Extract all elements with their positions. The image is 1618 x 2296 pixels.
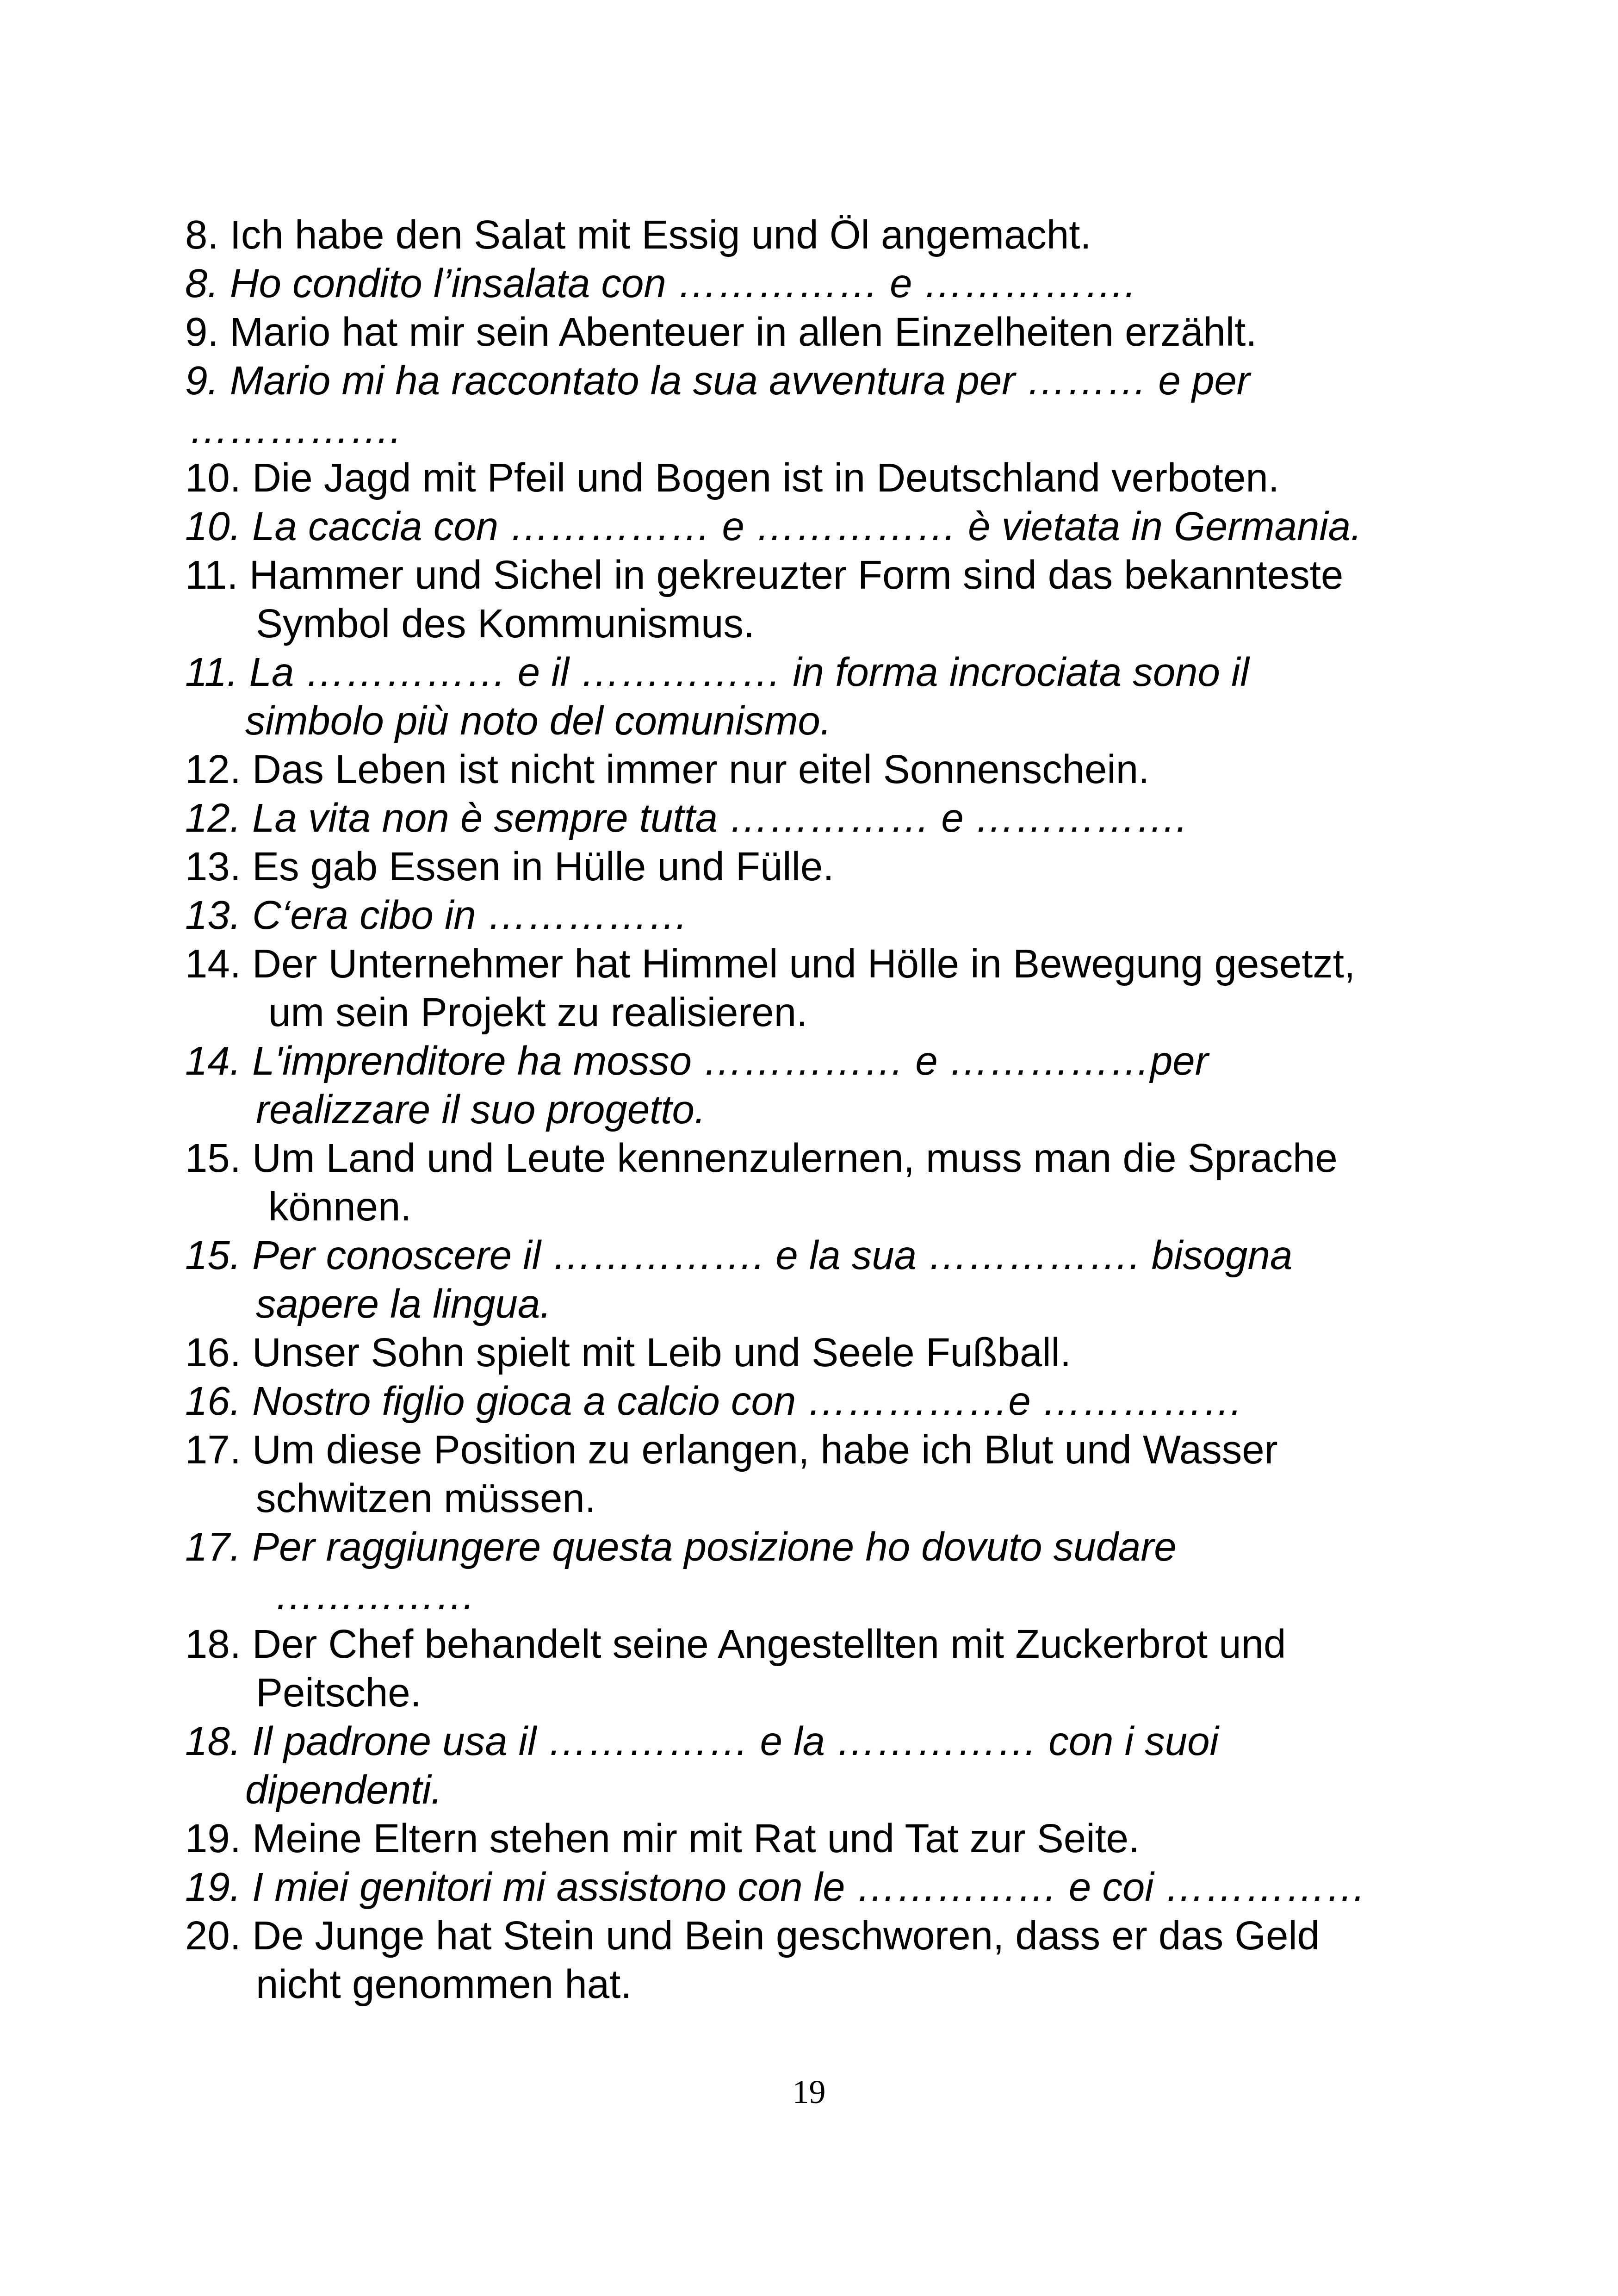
italian-sentence-line: 10. La caccia con …………… e …………… è vietata in Germania. [185,504,1362,549]
german-sentence-line: 19. Meine Eltern stehen mir mit Rat und Tat zur Seite. [185,1816,1140,1861]
german-sentence-line: 17. Um diese Position zu erlangen, habe ich Blut und Wasser [185,1427,1278,1472]
german-sentence-line: 16. Unser Sohn spielt mit Leib und Seele Fußball. [185,1330,1072,1375]
italian-sentence-line: 14. L'imprenditore ha mosso …………… e ……………per [185,1039,1209,1083]
german-sentence-line: 8. Ich habe den Salat mit Essig und Öl angemacht. [185,212,1091,257]
german-sentence-line: 11. Hammer und Sichel in gekreuzter Form sind das bekannteste [185,553,1344,597]
italian-sentence-line: dipendenti. [245,1767,442,1812]
italian-sentence-line: …………… [274,1573,476,1618]
italian-sentence-line: ……………. [189,407,402,452]
german-sentence-line: 9. Mario hat mir sein Abenteuer in allen Einzelheiten erzählt. [185,310,1257,355]
german-sentence-line: 20. De Junge hat Stein und Bein geschworen, dass er das Geld [185,1913,1320,1958]
german-sentence-line: Peitsche. [256,1670,422,1715]
german-sentence-line: 13. Es gab Essen in Hülle und Fülle. [185,844,834,889]
italian-sentence-line: 13. C‘era cibo in …………… [185,893,688,938]
italian-sentence-line: 17. Per raggiungere questa posizione ho dovuto sudare [185,1524,1177,1569]
exercise-list [185,211,1471,2009]
german-sentence-line: 15. Um Land und Leute kennenzulernen, muss man die Sprache [185,1136,1338,1181]
italian-sentence-line: 19. I miei genitori mi assistono con le …………… e coi …………… [185,1865,1366,1910]
italian-sentence-line: 16. Nostro figlio gioca a calcio con ……………e …………… [185,1379,1243,1424]
page-number: 19 [792,2073,826,2110]
italian-sentence-line: sapere la lingua. [256,1282,552,1326]
italian-sentence-line: 8. Ho condito l’insalata con …………… e ……………. [185,261,1136,306]
german-sentence-line: 14. Der Unternehmer hat Himmel und Hölle in Bewegung gesetzt, [185,941,1356,986]
german-sentence-line: können. [268,1184,412,1229]
italian-sentence-line: 15. Per conoscere il ……………. e la sua ……………. bisogna [185,1233,1293,1278]
italian-sentence-line: simbolo più noto del comunismo. [245,698,831,743]
german-sentence-line: nicht genommen hat. [256,1962,632,2007]
german-sentence-line: um sein Projekt zu realisieren. [268,990,808,1035]
italian-sentence-line: 9. Mario mi ha raccontato la sua avventura per ……… e per [185,358,1250,403]
german-sentence-line: 18. Der Chef behandelt seine Angestellten mit Zuckerbrot und [185,1622,1286,1667]
german-sentence-line: 12. Das Leben ist nicht immer nur eitel Sonnenschein. [185,747,1150,792]
german-sentence-line: Symbol des Kommunismus. [256,601,755,646]
italian-sentence-line: 18. Il padrone usa il …………… e la …………… con i suoi [185,1719,1219,1764]
german-sentence-line: schwitzen müssen. [256,1476,596,1521]
german-sentence-line: 10. Die Jagd mit Pfeil und Bogen ist in Deutschland verboten. [185,455,1279,500]
italian-sentence-line: 12. La vita non è sempre tutta …………… e ……………. [185,796,1188,840]
italian-sentence-line: realizzare il suo progetto. [256,1087,706,1132]
italian-sentence-line: 11. La …………… e il …………… in forma incrociata sono il [185,650,1249,695]
